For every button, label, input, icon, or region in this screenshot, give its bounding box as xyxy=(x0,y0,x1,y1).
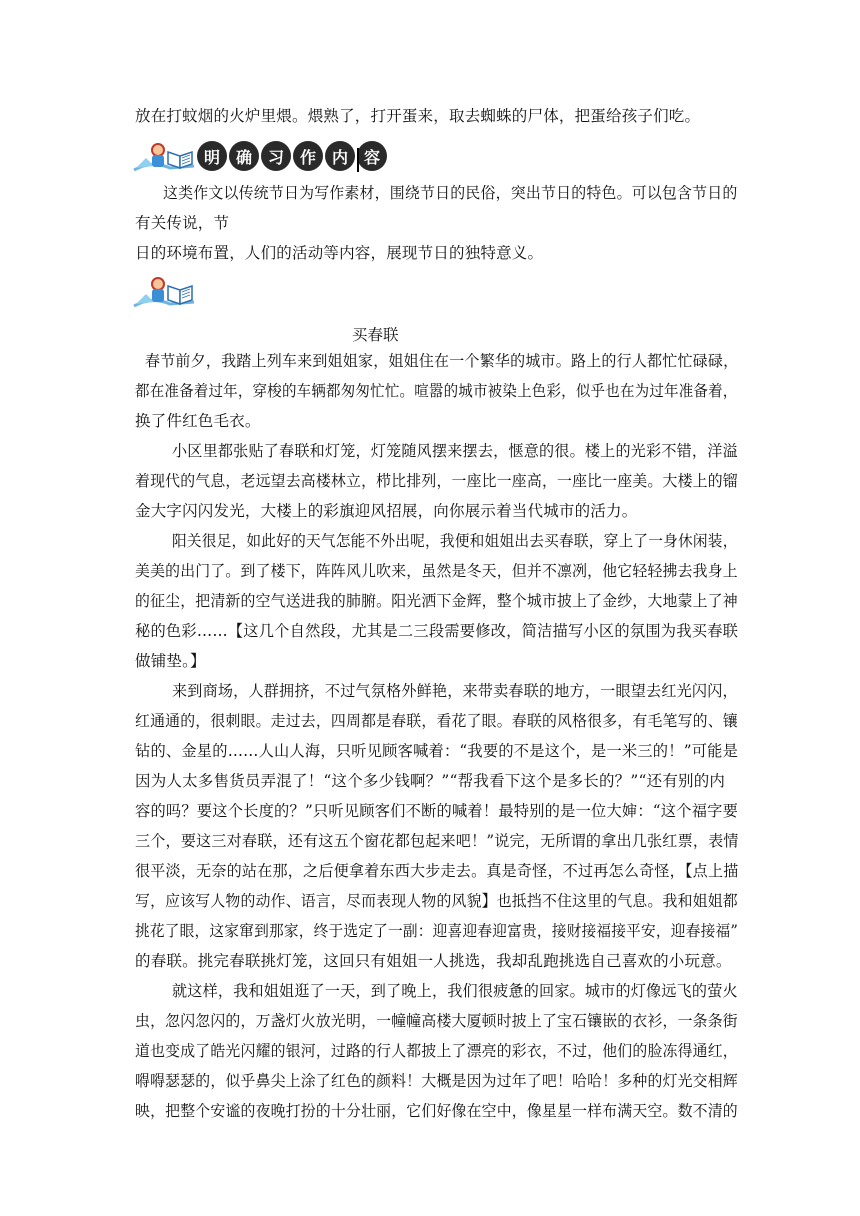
badge-char: 作 xyxy=(293,141,323,171)
text-line: 换了件红色毛衣。 xyxy=(135,412,261,430)
text-line: 来到商场，人群拥挤，不过气氛格外鲜艳，来带卖春联的地方，一眼望去红光闪闪， xyxy=(172,682,738,700)
text-line: 三个，要这三对春联，还有这五个窗花都包起来吧！”说完，无所谓的拿出几张红票，表情 xyxy=(135,832,739,850)
reading-child-icon xyxy=(132,272,196,312)
text-line: 这类作文以传统节日为写作素材，围绕节日的民俗，突出节日的特色。可以包含节日的 xyxy=(163,184,738,202)
text-line: 做铺垫。】 xyxy=(135,652,206,670)
text-line: 写，应该写人物的动作、语言，尽而表现人物的风貌】也抵挡不住这里的气息。我和姐姐都 xyxy=(135,892,738,910)
badge-char: 习 xyxy=(261,141,291,171)
text-line: 容的吗？要这个长度的？”只听见顾客们不断的喊着！最特别的是一位大婶：“这个福字要 xyxy=(135,802,739,820)
text-cursor xyxy=(357,148,359,172)
text-line: 很平淡，无奈的站在那，之后便拿着东西大步走去。真是奇怪，不过再怎么奇怪，【点上描 xyxy=(135,862,739,880)
text-line: 道也变成了皓光闪耀的银河，过路的行人都披上了漂亮的彩衣，不过，他们的脸冻得通红， xyxy=(135,1042,738,1060)
text-line: 着现代的气息，老远望去高楼林立，栉比排列，一座比一座高，一座比一座美。大楼上的镏 xyxy=(135,472,738,490)
section-badge-write-content xyxy=(197,138,387,174)
text-line: 就这样，我和姐姐逛了一天，到了晚上，我们很疲惫的回家。城市的灯像远飞的萤火 xyxy=(172,982,738,1000)
text-line: 阳关很足，如此好的天气怎能不外出呢，我便和姐姐出去买春联，穿上了一身休闲装， xyxy=(172,532,738,550)
essay-title: 买春联 xyxy=(352,326,399,344)
reading-child-icon xyxy=(132,140,196,174)
text-line: 秘的色彩……【这几个自然段，尤其是二三段需要修改，简洁描写小区的氛围为我买春联 xyxy=(135,622,739,640)
text-line: 都在准备着过年，穿梭的车辆都匆匆忙忙。喧嚣的城市被染上色彩，似乎也在为过年准备着， xyxy=(135,382,738,400)
text-line: 因为人太多售货员弄混了！“这个多少钱啊？”“帮我看下这个是多长的？”“还有别的内 xyxy=(135,772,726,790)
text-line: 美美的出门了。到了楼下，阵阵风儿吹来，虽然是冬天，但并不凛冽，他它轻轻拂去我身上 xyxy=(135,562,738,580)
text-line: 放在打蚊烟的火炉里煨。煨熟了，打开蛋来，取去蜘蛛的尸体，把蛋给孩子们吃。 xyxy=(135,107,701,125)
badge-char: 内 xyxy=(325,141,355,171)
text-line: 钻的、金星的……人山人海，只听见顾客喊着：“我要的不是这个，是一米三的！”可能是 xyxy=(135,742,739,760)
text-line: 金大字闪闪发光，大楼上的彩旗迎风招展，向你展示着当代城市的活力。 xyxy=(135,502,638,520)
text-line: 有关传说，节 xyxy=(135,214,230,232)
text-line: 虫，忽闪忽闪的，万盏灯火放光明，一幢幢高楼大厦顿时披上了宝石镶嵌的衣衫，一条条街 xyxy=(135,1012,738,1030)
text-line: 小区里都张贴了春联和灯笼，灯笼随风摆来摆去，惬意的很。楼上的光彩不错，洋溢 xyxy=(172,442,738,460)
text-line: 挑花了眼，这家窜到那家，终于选定了一副：迎喜迎春迎富贵，接财接福接平安，迎春接福” xyxy=(135,922,739,940)
text-line: 春节前夕，我踏上列车来到姐姐家，姐姐住在一个繁华的城市。路上的行人都忙忙碌碌， xyxy=(145,352,739,370)
text-line: 的春联。挑完春联挑灯笼，这回只有姐姐一人挑选，我却乱跑挑选自己喜欢的小玩意。 xyxy=(135,952,732,970)
text-line: 映，把整个安谧的夜晚打扮的十分壮丽，它们好像在空中，像星星一样布满天空。数不清的 xyxy=(135,1102,738,1120)
text-line: 日的环境布置，人们的活动等内容，展现节日的独特意义。 xyxy=(135,244,544,262)
text-line: 的征尘，把清新的空气送进我的肺腑。阳光洒下金辉，整个城市披上了金纱，大地蒙上了神 xyxy=(135,592,738,610)
text-line: 红通通的，很刺眼。走过去，四周都是春联，看花了眼。春联的风格很多，有毛笔写的、镶 xyxy=(135,712,738,730)
text-line: 嘚嘚瑟瑟的，似乎鼻尖上涂了红色的颜料！大概是因为过年了吧！哈哈！多种的灯光交相辉 xyxy=(135,1072,738,1090)
badge-char: 容 xyxy=(357,141,387,171)
badge-char: 明 xyxy=(197,141,227,171)
badge-char: 确 xyxy=(229,141,259,171)
